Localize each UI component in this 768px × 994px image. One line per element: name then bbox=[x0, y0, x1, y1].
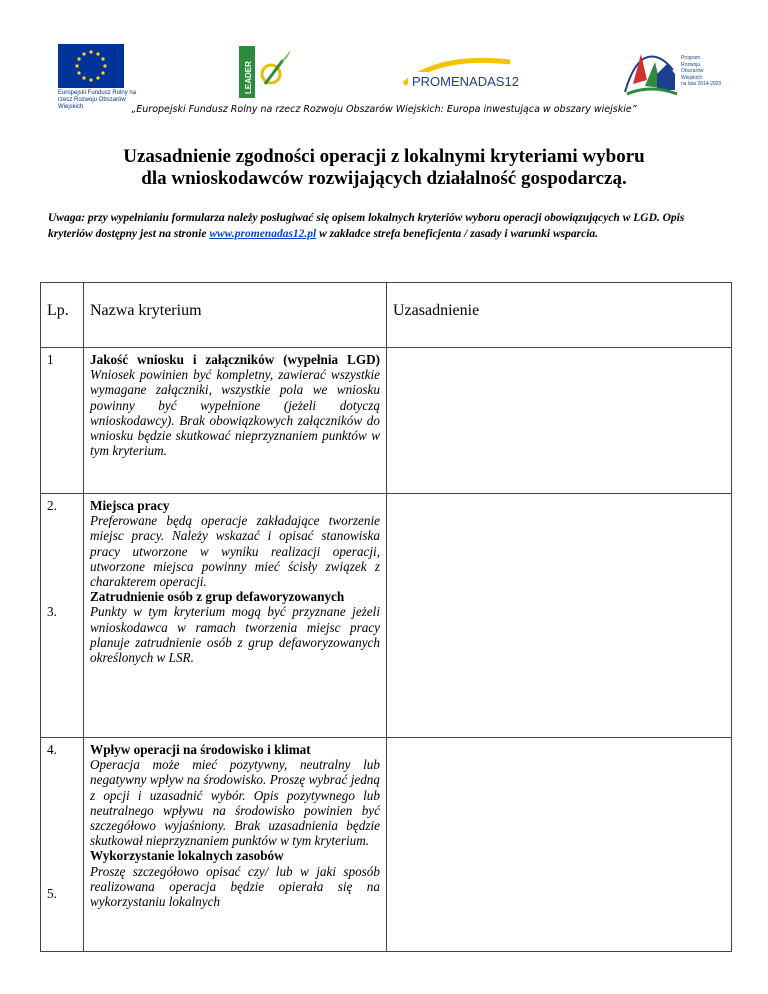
title-line-2: dla wnioskodawców rozwijających działalność gospodarczą. bbox=[141, 168, 627, 189]
header-lp: Lp. bbox=[41, 283, 84, 348]
eu-flag-icon bbox=[58, 44, 124, 88]
page-title bbox=[40, 146, 728, 190]
title-line-1: Uzasadnienie zgodności operacji z lokalnymi kryteriami wyboru bbox=[123, 146, 645, 167]
header-name: Nazwa kryterium bbox=[84, 283, 387, 348]
table-header-row bbox=[41, 283, 732, 348]
leader-label: LEADER bbox=[244, 61, 253, 94]
prow-text: Program Rozwoju Obszarów Wiejskich na lata 2014-2020 bbox=[681, 55, 722, 87]
criteria-table bbox=[40, 282, 732, 952]
table-row: 2. 3. Miejsca pracy Preferowane będą operacje zakładające tworzenie miejsc pracy. Należy wskazać i opisać stanowiska pracy utworzone w wyniku realizacji operacji, utworzone miejsca powinny mieć ścisły związek z charakterem operacji. Zatrudnienie osób z grup defaworyzowanych Punkty w tym kryterium mogą być przyznane jeżeli wnioskodawca w ramach tworzenia miejsc pracy planuje zatrudnienie osób z grup defaworyzowanych określonych w LSR. bbox=[41, 494, 732, 738]
header-justification: Uzasadnienie bbox=[387, 283, 732, 348]
table-row: 1 Jakość wniosku i załączników (wypełnia LGD) Wniosek powinien być kompletny, zawierać wszystkie wymagane załączniki, wszystkie pola we wniosku powinny być wypełnione (jeżeli dotyczą wnioskodawcy). Brak obowiązkowych załączników do wniosku będzie skutkować nieprzyznaniem punktów w tym kryterium. bbox=[41, 348, 732, 494]
motto: „Europejski Fundusz Rolny na rzecz Rozwoju Obszarów Wiejskich: Europa inwestująca w obszary wiejskie” bbox=[131, 104, 637, 115]
website-link[interactable]: www.promenadas12.pl bbox=[209, 228, 317, 240]
leader-logo-icon bbox=[237, 44, 295, 100]
justification-cell[interactable] bbox=[387, 494, 732, 738]
justification-cell[interactable] bbox=[387, 348, 732, 494]
instruction-note: Uwaga: przy wypełnianiu formularza należy posługiwać się opisem lokalnych kryteriów wyboru operacji obowiązujących w LGD. Opis kryteriów dostępny jest na stronie www.promenadas12.pl w zakładce strefa beneficjenta / zasady i warunki wsparcia. bbox=[48, 212, 685, 240]
table-row: 4. 5. Wpływ operacji na środowisko i klimat Operacja może mieć pozytywny, neutralny lub negatywny wpływ na środowisko. Proszę wybrać jedną z opcji i uzasadnić wybór. Opis pozytywnego lub neutralnego wpływu na środowisko powinien być szczegółowo wyjaśniony. Brak uzasadnienia będzie skutkował nieprzyznaniem punktów w tym kryterium. Wykorzystanie lokalnych zasobów Proszę szczegółowo opisać czy/ lub w jaki sposób realizowana operacja będzie opierała się na wykorzystaniu lokalnych bbox=[41, 738, 732, 952]
justification-cell[interactable] bbox=[387, 738, 732, 952]
promenada-logo-icon bbox=[400, 54, 524, 94]
eu-caption: Europejski Fundusz Rolny na rzecz Rozwoju Obszarów Wiejskich bbox=[58, 90, 137, 110]
promenada-label: PROMENADAS12 bbox=[412, 74, 519, 89]
